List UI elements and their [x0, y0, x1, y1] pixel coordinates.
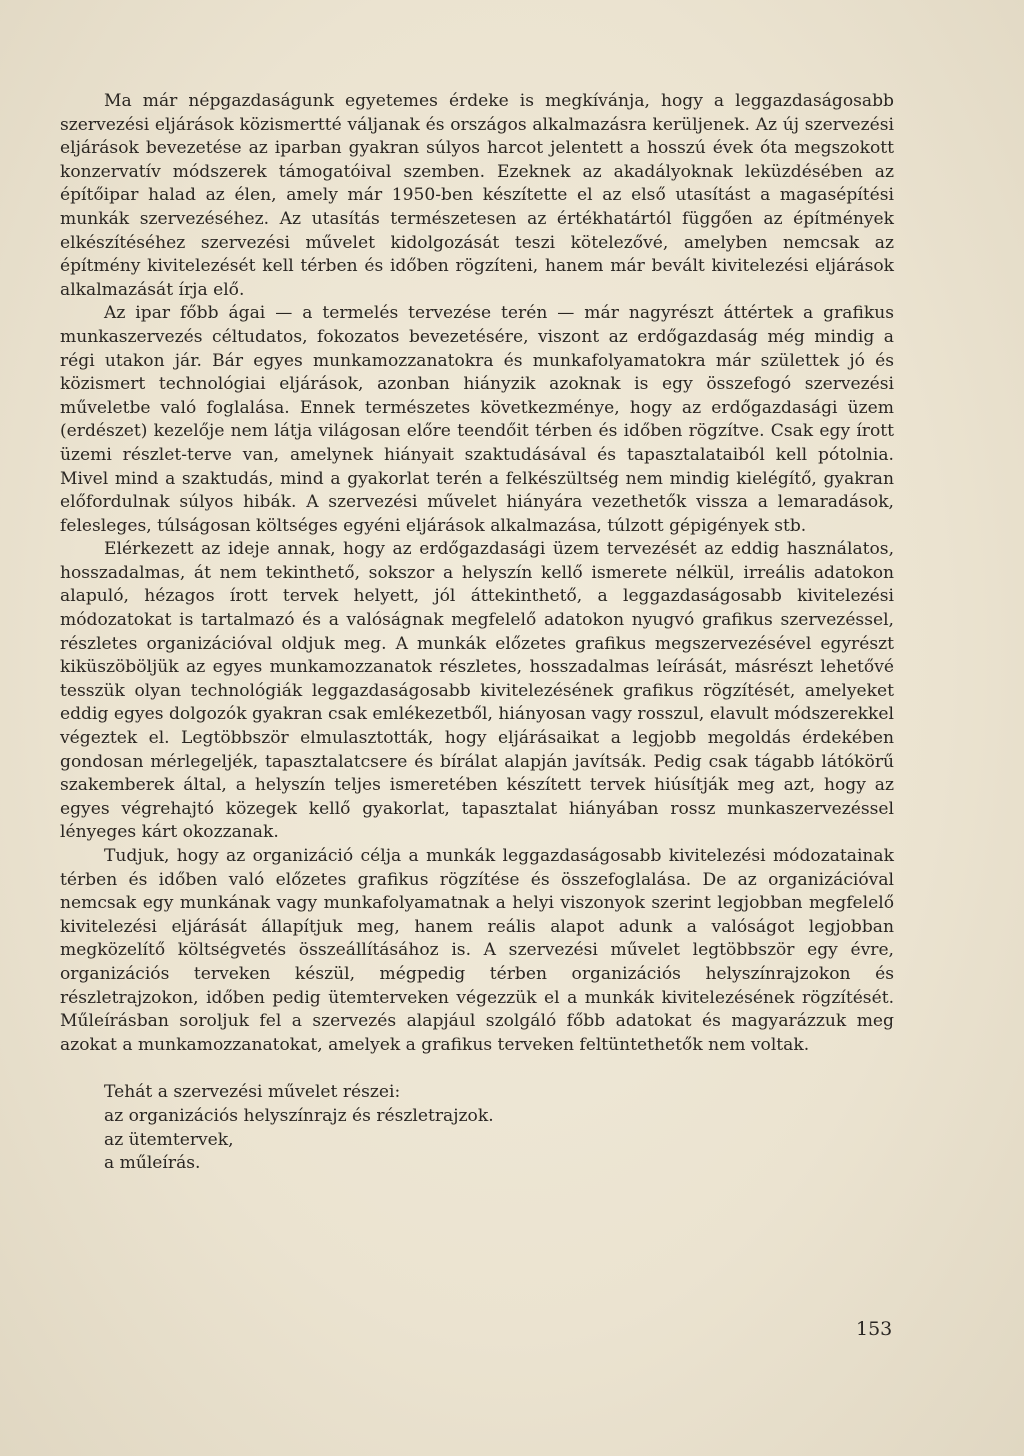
- list-item: az ütemtervek,: [104, 1129, 234, 1150]
- list-item: az organizációs helyszínrajz és részletrajzok.: [104, 1105, 494, 1126]
- paragraph-1: Ma már népgazdaságunk egyetemes érdeke is megkívánja, hogy a leggazdaságosabb szervezési eljárások közismertté váljanak és országos alkalmazásra kerüljenek. Az új szervezési eljárások bevezetése az iparban gyakran súlyos harcot jelentett a hosszú évek óta megszokott konzervatív módszerek támogatóival szemben. Ezeknek az akadályoknak leküzdésében az építőipar halad az élen, amely már 1950-ben készítette el az első utasítást a magasépítési munkák szervezéséhez. Az utasítás természetesen az értékhatártól függően az építmények elkészítéséhez szervezési művelet kidolgozását teszi kötelezővé, amelyben nemcsak az építmény kivitelezését kell térben és időben rögzíteni, hanem már bevált kivitelezési eljárások alkalmazását írja elő.: [60, 91, 894, 300]
- paragraph-4: Tudjuk, hogy az organizáció célja a munkák leggazdaságosabb kivitelezési módozatainak térben és időben való előzetes grafikus rögzítése és összefoglalása. De az organizációval nemcsak egy munkának vagy munkafolyamatnak a helyi viszonyok szerint legjobban megfelelő kivitelezési eljárását állapítjuk meg, hanem reális alapot adunk a valóságot legjobban megközelítő költségvetés összeállításához is. A szervezési művelet legtöbbször egy évre, organizációs terveken készül, mégpedig térben organizációs helyszínrajzokon és részletrajzokon, időben pedig ütemterveken végezzük el a munkák kivitelezésének rögzítését. Műleírásban soroljuk fel a szervezés alapjául szolgáló főbb adatokat és magyarázzuk meg azokat a munkamozzanatokat, amelyek a grafikus terveken feltüntethetők nem voltak.: [60, 846, 894, 1055]
- page-number: 153: [856, 1318, 893, 1340]
- list-item: a műleírás.: [104, 1153, 201, 1174]
- paragraph-2: Az ipar főbb ágai — a termelés tervezése terén — már nagyrészt áttértek a grafikus munkaszervezés céltudatos, fokozatos bevezetésére, viszont az erdőgazdaság még mindig a régi utakon jár. Bár egyes munkamozzanatokra és munkafolyamatokra már születtek jó és közismert technológiai eljárások, azonban hiányzik azoknak is egy összefogó szervezési műveletbe való foglalása. Ennek természetes következménye, hogy az erdőgazdasági üzem (erdészet) kezelője nem látja világosan előre teendőit térben és időben rögzítve. Csak egy írott üzemi részlet-terve van, amelynek hiányait szaktudásával és tapasztalataiból kell pótolnia. Mivel mind a szaktudás, mind a gyakorlat terén a felkészültség nem mindig kielégítő, gyakran előfordulnak súlyos hibák. A szervezési művelet hiányára vezethetők vissza a lemaradások, felesleges, túlságosan költséges egyéni eljárások alkalmazása, túlzott gépigények stb.: [60, 303, 894, 536]
- list-intro: Tehát a szervezési művelet részei:: [104, 1082, 401, 1103]
- parts-list: [60, 1081, 894, 1175]
- body-text: [60, 90, 894, 1176]
- paragraph-3: Elérkezett az ideje annak, hogy az erdőgazdasági üzem tervezését az eddig használatos, hosszadalmas, át nem tekinthető, sokszor a helyszín kellő ismerete nélkül, irreális adatokon alapuló, hézagos írott tervek helyett, jól áttekinthető, a leggazdaságosabb kivitelezési módozatokat is tartalmazó és a valóságnak megfelelő adatokon nyugvó grafikus szervezéssel, részletes organizációval oldjuk meg. A munkák előzetes grafikus megszervezésével egyrészt kiküszöböljük az egyes munkamozzanatok részletes, hosszadalmas leírását, másrészt lehetővé tesszük olyan technológiák leggazdaságosabb kivitelezésének grafikus rögzítését, amelyeket eddig egyes dolgozók gyakran csak emlékezetből, hiányosan vagy rosszul, elavult módszerekkel végeztek el. Legtöbbször elmulasztották, hogy eljárásaikat a legjobb megoldás érdekében gondosan mérlegeljék, tapasztalatcsere és bírálat alapján javítsák. Pedig csak tágabb látókörű szakemberek által, a helyszín teljes ismeretében készített tervek hiúsítják meg azt, hogy az egyes végrehajtó közegek kellő gyakorlat, tapasztalat hiányában rossz munkaszervezéssel lényeges kárt okozzanak.: [60, 539, 894, 843]
